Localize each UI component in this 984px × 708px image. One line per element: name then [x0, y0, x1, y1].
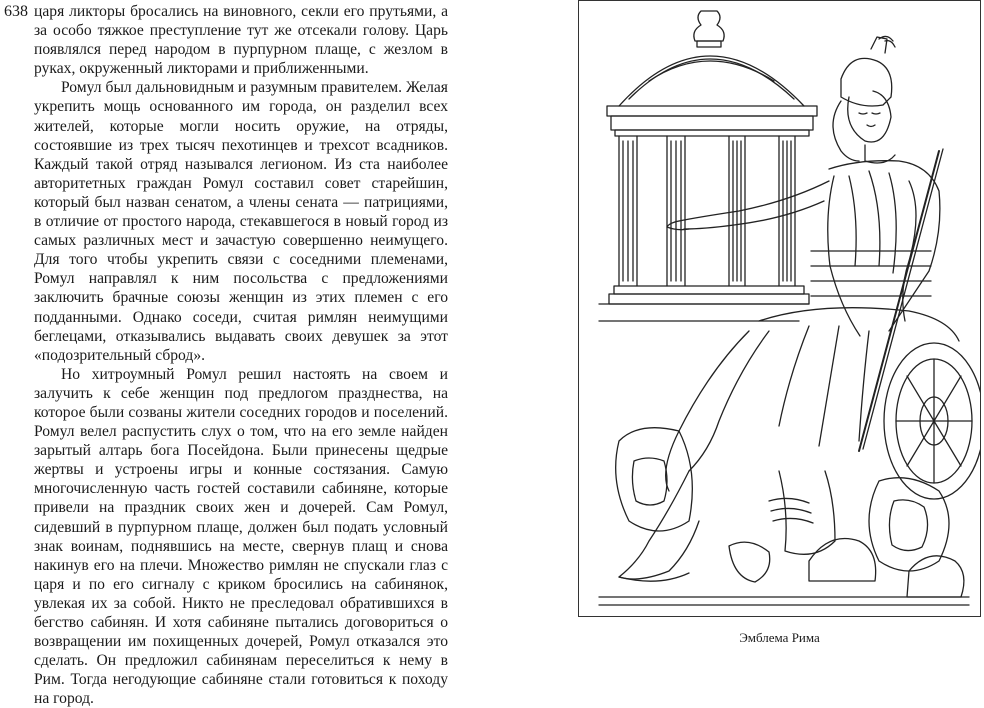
temple-columns: [609, 136, 809, 304]
roma-figure: [619, 36, 959, 581]
shield-icon: [884, 343, 980, 499]
paragraph-3: Но хитроумный Ромул решил настоять на своем и залучить к себе женщин под предлогом празднества, на которое были созваны жители соседних городов и поселений. Ромул велел распустить слух о том, что на его земле найден зарытый алтарь бога Посейдона. Были принесены щедрые жертвы и устроены игры и конные состязания. Самую многочисленную часть гостей составили сабиняне, которые привели на праздник своих жен и дочерей. Сам Ромул, сидевший в пурпурном плаще, должен был подать условный знак воинам, поднявшись на месте, свернув плащ и снова накинув его на плечи. Множество римлян не спускали глаз с царя и по его сигналу с криком бросились на сабинянок, увлекая их за собой. Никто не преследовал обратившихся в бегство сабинян. И хотя сабиняне пытались договориться о возвращении им похищенных дочерей, Ромул отказался это сделать. Он предложил сабинянам переселиться к нему в Рим. Тогда негодующие сабиняне стали готовиться к походу на город.: [34, 365, 448, 708]
page-number: 638: [4, 3, 28, 20]
roma-emblem-illustration: [579, 1, 980, 616]
temple-dome: [607, 56, 817, 136]
paragraph-2: Ромул был дальновидным и разумным правителем. Желая укрепить мощь основанного им города, он разделил всех жителей, которые могли носить оружие, на отряды, состоявшие из трех тысяч пехотинцев и трехсот всадников. Каждый такой отряд назывался легионом. Из ста наиболее авторитетных граждан Ромул составил совет старейшин, который был назван сенатом, а члены сената — патрициями, в отличие от простого народа, стекавшегося в новый город из самых различных мест и зачастую совершенно неимущего. Для того чтобы укрепить связи с соседними племенами, Ромул направлял к ним посольства с предложениями заключить брачные союзы женщин из этих племен с его подданными. Однако соседи, считая римлян неимущими беглецами, отказывались выдавать своих девушек за этот «подозрительный сброд».: [34, 79, 448, 364]
figure-caption: Эмблема Рима: [739, 630, 820, 645]
urn-icon: [694, 11, 724, 47]
paragraph-1: царя ликторы бросались на виновного, секли его прутьями, а за особо тяжкое преступление тут же отсекали голову. Царь появлялся перед народом в пурпурном плаще, с жезлом в руках, окруженный ликторами и приближенными.: [34, 3, 448, 78]
body-text: [34, 2, 448, 708]
figure-frame: [578, 0, 981, 617]
